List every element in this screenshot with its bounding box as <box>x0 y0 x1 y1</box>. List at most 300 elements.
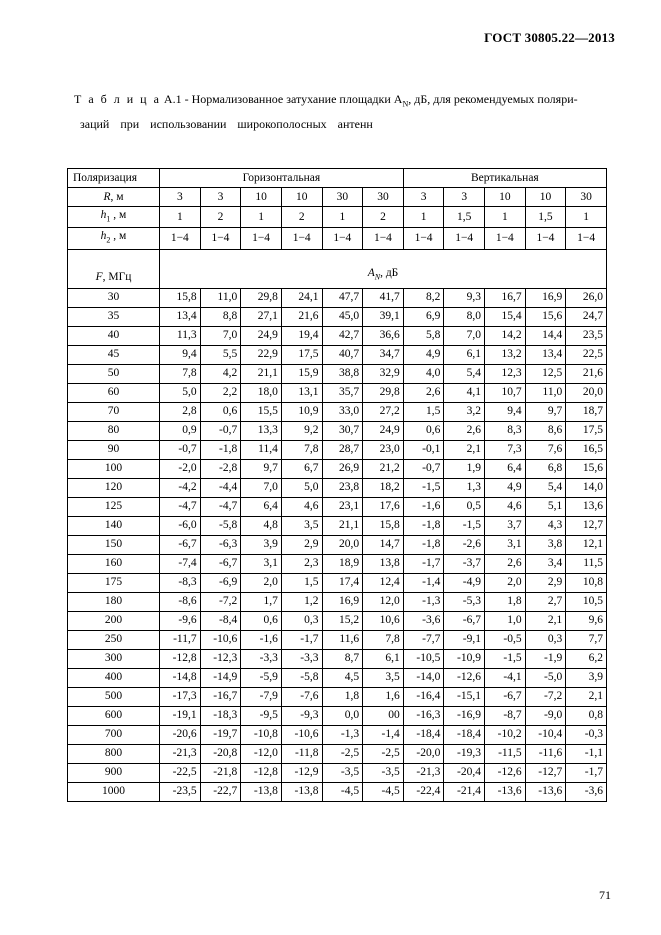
value-cell: -7,4 <box>160 554 201 573</box>
value-cell: -1,9 <box>525 649 566 668</box>
value-cell: 36,6 <box>363 326 404 345</box>
value-cell: 9,2 <box>281 421 322 440</box>
table-row <box>68 592 607 611</box>
value-cell: 12,4 <box>363 573 404 592</box>
value-cell: -7,9 <box>241 687 282 706</box>
value-cell: -12,6 <box>444 668 485 687</box>
value-cell: 0,5 <box>444 497 485 516</box>
value-cell: 21,2 <box>363 459 404 478</box>
value-cell: -14,8 <box>160 668 201 687</box>
value-cell: 6,8 <box>525 459 566 478</box>
frequency-cell: 180 <box>68 592 160 611</box>
table-row <box>68 326 607 345</box>
value-cell: 5,0 <box>160 383 201 402</box>
value-cell: 4,6 <box>485 497 526 516</box>
value-cell: 41,7 <box>363 288 404 307</box>
value-cell: -1,8 <box>200 440 241 459</box>
table-row <box>68 782 607 801</box>
value-cell: 23,0 <box>363 440 404 459</box>
value-cell: 9,6 <box>566 611 607 630</box>
value-cell: -1,7 <box>281 630 322 649</box>
table-caption <box>74 89 614 134</box>
r-row-cell: 30 <box>566 188 607 207</box>
value-cell: -22,7 <box>200 782 241 801</box>
value-cell: -18,3 <box>200 706 241 725</box>
value-cell: -20,6 <box>160 725 201 744</box>
value-cell: 8,7 <box>322 649 363 668</box>
frequency-cell: 150 <box>68 535 160 554</box>
value-cell: 2,3 <box>281 554 322 573</box>
value-cell: 12,7 <box>566 516 607 535</box>
value-cell: 2,6 <box>403 383 444 402</box>
value-cell: 38,8 <box>322 364 363 383</box>
value-cell: 15,4 <box>485 307 526 326</box>
value-cell: -7,2 <box>200 592 241 611</box>
value-cell: -21,4 <box>444 782 485 801</box>
h2-row-cell: 1−4 <box>525 228 566 249</box>
h2-row <box>68 228 607 249</box>
value-cell: 34,7 <box>363 345 404 364</box>
value-cell: 2,6 <box>485 554 526 573</box>
value-cell: -1,5 <box>485 649 526 668</box>
value-cell: 10,9 <box>281 402 322 421</box>
value-cell: -11,6 <box>525 744 566 763</box>
value-cell: 7,0 <box>444 326 485 345</box>
h2-row-label: $h_2$ , м <box>68 228 160 249</box>
r-row-cell: 3 <box>200 188 241 207</box>
value-cell: -16,3 <box>403 706 444 725</box>
value-cell: -23,5 <box>160 782 201 801</box>
value-cell: 19,4 <box>281 326 322 345</box>
frequency-cell: 120 <box>68 478 160 497</box>
h2-row-cell: 1−4 <box>403 228 444 249</box>
value-cell: -19,1 <box>160 706 201 725</box>
h1-row-cell: 1,5 <box>444 207 485 228</box>
r-row-cell: 3 <box>160 188 201 207</box>
value-cell: -7,2 <box>525 687 566 706</box>
value-cell: 1,5 <box>281 573 322 592</box>
value-cell: 12,5 <box>525 364 566 383</box>
value-cell: -10,9 <box>444 649 485 668</box>
value-cell: -16,4 <box>403 687 444 706</box>
value-cell: 30,7 <box>322 421 363 440</box>
value-cell: 0,6 <box>241 611 282 630</box>
value-cell: 8,8 <box>200 307 241 326</box>
value-cell: 23,8 <box>322 478 363 497</box>
caption-subscript: N <box>402 99 409 109</box>
value-cell: 23,5 <box>566 326 607 345</box>
h2-row-cell: 1−4 <box>200 228 241 249</box>
value-cell: 13,4 <box>525 345 566 364</box>
value-cell: -0,5 <box>485 630 526 649</box>
value-cell: 3,1 <box>241 554 282 573</box>
value-cell: -22,4 <box>403 782 444 801</box>
value-cell: 1,8 <box>322 687 363 706</box>
value-cell: -18,4 <box>444 725 485 744</box>
value-cell: 2,9 <box>525 573 566 592</box>
frequency-cell: 175 <box>68 573 160 592</box>
value-cell: -2,6 <box>444 535 485 554</box>
caption-prefix: Т а б л и ц а <box>74 92 161 106</box>
value-cell: 6,4 <box>485 459 526 478</box>
value-cell: 45,0 <box>322 307 363 326</box>
value-cell: -15,1 <box>444 687 485 706</box>
frequency-cell: 300 <box>68 649 160 668</box>
value-cell: 4,6 <box>281 497 322 516</box>
value-cell: -4,1 <box>485 668 526 687</box>
value-cell: -1,6 <box>241 630 282 649</box>
value-cell: -1,7 <box>403 554 444 573</box>
frequency-cell: 50 <box>68 364 160 383</box>
value-cell: -6,7 <box>485 687 526 706</box>
value-cell: 17,6 <box>363 497 404 516</box>
frequency-cell: 80 <box>68 421 160 440</box>
value-cell: 4,9 <box>403 345 444 364</box>
frequency-cell: 30 <box>68 288 160 307</box>
h2-row-cell: 1−4 <box>241 228 282 249</box>
value-cell: 15,8 <box>363 516 404 535</box>
value-cell: 24,9 <box>241 326 282 345</box>
value-cell: -6,7 <box>444 611 485 630</box>
value-cell: -1,1 <box>566 744 607 763</box>
value-cell: -16,9 <box>444 706 485 725</box>
value-cell: 10,7 <box>485 383 526 402</box>
value-cell: -11,8 <box>281 744 322 763</box>
value-cell: -10,6 <box>281 725 322 744</box>
value-cell: -0,7 <box>160 440 201 459</box>
frequency-cell: 400 <box>68 668 160 687</box>
value-cell: 33,0 <box>322 402 363 421</box>
table-row <box>68 573 607 592</box>
value-cell: -13,6 <box>485 782 526 801</box>
value-cell: -20,0 <box>403 744 444 763</box>
value-cell: 6,2 <box>566 649 607 668</box>
frequency-cell: 60 <box>68 383 160 402</box>
h1-row-cell: 1 <box>485 207 526 228</box>
value-cell: 26,0 <box>566 288 607 307</box>
value-cell: -8,4 <box>200 611 241 630</box>
value-cell: 29,8 <box>363 383 404 402</box>
value-cell: -20,4 <box>444 763 485 782</box>
table-row <box>68 421 607 440</box>
frequency-cell: 600 <box>68 706 160 725</box>
value-cell: 1,6 <box>363 687 404 706</box>
value-cell: -10,4 <box>525 725 566 744</box>
value-cell: 14,0 <box>566 478 607 497</box>
value-cell: 4,8 <box>241 516 282 535</box>
table-row <box>68 516 607 535</box>
table-row <box>68 744 607 763</box>
value-cell: -3,5 <box>322 763 363 782</box>
value-cell: 7,0 <box>241 478 282 497</box>
frequency-cell: 160 <box>68 554 160 573</box>
value-cell: -1,3 <box>403 592 444 611</box>
value-cell: -4,2 <box>160 478 201 497</box>
h2-row-cell: 1−4 <box>363 228 404 249</box>
table-row <box>68 649 607 668</box>
r-row-cell: 10 <box>525 188 566 207</box>
r-row-cell: 10 <box>485 188 526 207</box>
value-cell: 2,1 <box>525 611 566 630</box>
page-number: 71 <box>599 888 611 902</box>
value-cell: 47,7 <box>322 288 363 307</box>
value-cell: -1,8 <box>403 516 444 535</box>
value-cell: 9,4 <box>160 345 201 364</box>
value-cell: -14,0 <box>403 668 444 687</box>
value-cell: -1,5 <box>444 516 485 535</box>
table-row <box>68 630 607 649</box>
r-row-cell: 10 <box>281 188 322 207</box>
value-cell: 18,2 <box>363 478 404 497</box>
frequency-cell: 70 <box>68 402 160 421</box>
value-cell: 11,4 <box>241 440 282 459</box>
value-cell: 14,7 <box>363 535 404 554</box>
value-cell: -1,4 <box>363 725 404 744</box>
value-cell: 2,9 <box>281 535 322 554</box>
value-cell: 13,6 <box>566 497 607 516</box>
value-cell: 21,6 <box>281 307 322 326</box>
value-cell: -6,3 <box>200 535 241 554</box>
value-cell: -3,6 <box>403 611 444 630</box>
value-cell: 32,9 <box>363 364 404 383</box>
value-cell: 35,7 <box>322 383 363 402</box>
value-cell: 0,6 <box>200 402 241 421</box>
value-cell: 39,1 <box>363 307 404 326</box>
value-cell: 5,8 <box>403 326 444 345</box>
caption-text-end: , дБ, для рекомендуемых поляри- <box>408 92 578 106</box>
value-cell: -21,8 <box>200 763 241 782</box>
value-cell: 00 <box>363 706 404 725</box>
table-row <box>68 706 607 725</box>
value-cell: -5,0 <box>525 668 566 687</box>
value-cell: 2,8 <box>160 402 201 421</box>
value-cell: -4,5 <box>322 782 363 801</box>
value-cell: 22,5 <box>566 345 607 364</box>
table-row <box>68 611 607 630</box>
value-cell: 18,0 <box>241 383 282 402</box>
value-cell: 4,5 <box>322 668 363 687</box>
value-cell: 4,1 <box>444 383 485 402</box>
value-cell: -6,7 <box>200 554 241 573</box>
value-cell: 12,0 <box>363 592 404 611</box>
value-cell: 42,7 <box>322 326 363 345</box>
value-cell: -0,7 <box>200 421 241 440</box>
value-cell: 10,5 <box>566 592 607 611</box>
value-cell: -8,6 <box>160 592 201 611</box>
value-cell: 21,1 <box>241 364 282 383</box>
table-row <box>68 535 607 554</box>
table-row <box>68 440 607 459</box>
value-cell: 17,4 <box>322 573 363 592</box>
value-cell: 4,2 <box>200 364 241 383</box>
value-cell: 4,9 <box>485 478 526 497</box>
value-cell: 24,1 <box>281 288 322 307</box>
value-cell: 27,2 <box>363 402 404 421</box>
frequency-cell: 800 <box>68 744 160 763</box>
value-cell: 6,7 <box>281 459 322 478</box>
value-cell: 6,1 <box>363 649 404 668</box>
table-row <box>68 288 607 307</box>
table-row <box>68 725 607 744</box>
value-cell: 7,0 <box>200 326 241 345</box>
r-row-cell: 30 <box>322 188 363 207</box>
value-cell: 1,5 <box>403 402 444 421</box>
value-cell: -9,6 <box>160 611 201 630</box>
value-cell: -12,8 <box>160 649 201 668</box>
value-cell: -6,0 <box>160 516 201 535</box>
value-cell: -2,0 <box>160 459 201 478</box>
table-row <box>68 478 607 497</box>
value-cell: -0,3 <box>566 725 607 744</box>
value-cell: -1,4 <box>403 573 444 592</box>
document-header: ГОСТ 30805.22—2013 <box>484 30 615 45</box>
value-cell: 0,9 <box>160 421 201 440</box>
value-cell: 5,1 <box>525 497 566 516</box>
value-cell: -5,8 <box>200 516 241 535</box>
attenuation-label: $A_N$, дБ <box>160 249 607 288</box>
value-cell: -10,6 <box>200 630 241 649</box>
frequency-cell: 1000 <box>68 782 160 801</box>
value-cell: -6,9 <box>200 573 241 592</box>
value-cell: 3,4 <box>525 554 566 573</box>
caption-text: - Нормализованное затухание площадки A <box>181 92 403 106</box>
value-cell: 13,1 <box>281 383 322 402</box>
value-cell: 10,8 <box>566 573 607 592</box>
value-cell: 3,9 <box>566 668 607 687</box>
value-cell: 1,2 <box>281 592 322 611</box>
value-cell: -12,7 <box>525 763 566 782</box>
value-cell: 1,7 <box>241 592 282 611</box>
h2-row-cell: 1−4 <box>322 228 363 249</box>
value-cell: 3,1 <box>485 535 526 554</box>
frequency-label: F, МГц <box>68 249 160 288</box>
value-cell: 16,5 <box>566 440 607 459</box>
value-cell: 0,3 <box>281 611 322 630</box>
table-row <box>68 459 607 478</box>
units-row <box>68 249 607 288</box>
value-cell: 10,6 <box>363 611 404 630</box>
value-cell: 28,7 <box>322 440 363 459</box>
value-cell: 8,3 <box>485 421 526 440</box>
caption-line2: заций при использовании широкополосных антенн <box>80 117 373 132</box>
value-cell: -8,3 <box>160 573 201 592</box>
value-cell: 18,7 <box>566 402 607 421</box>
h1-row-cell: 1 <box>160 207 201 228</box>
value-cell: -10,8 <box>241 725 282 744</box>
value-cell: -11,7 <box>160 630 201 649</box>
table-row <box>68 307 607 326</box>
table-row <box>68 364 607 383</box>
value-cell: 24,7 <box>566 307 607 326</box>
value-cell: 11,3 <box>160 326 201 345</box>
value-cell: -9,5 <box>241 706 282 725</box>
frequency-cell: 200 <box>68 611 160 630</box>
value-cell: -12,0 <box>241 744 282 763</box>
value-cell: -9,3 <box>281 706 322 725</box>
frequency-cell: 900 <box>68 763 160 782</box>
value-cell: 3,5 <box>363 668 404 687</box>
value-cell: 11,0 <box>200 288 241 307</box>
value-cell: 8,6 <box>525 421 566 440</box>
value-cell: 26,9 <box>322 459 363 478</box>
value-cell: -4,4 <box>200 478 241 497</box>
value-cell: -1,7 <box>566 763 607 782</box>
value-cell: 15,6 <box>525 307 566 326</box>
value-cell: -3,7 <box>444 554 485 573</box>
value-cell: -10,2 <box>485 725 526 744</box>
value-cell: 9,3 <box>444 288 485 307</box>
h1-row-cell: 1 <box>241 207 282 228</box>
r-row-cell: 3 <box>403 188 444 207</box>
value-cell: 15,2 <box>322 611 363 630</box>
value-cell: 2,0 <box>485 573 526 592</box>
value-cell: 1,9 <box>444 459 485 478</box>
value-cell: -9,0 <box>525 706 566 725</box>
value-cell: 6,1 <box>444 345 485 364</box>
value-cell: -18,4 <box>403 725 444 744</box>
value-cell: -4,9 <box>444 573 485 592</box>
caption-number: А.1 <box>163 92 182 106</box>
value-cell: 1,0 <box>485 611 526 630</box>
value-cell: -3,6 <box>566 782 607 801</box>
value-cell: 0,8 <box>566 706 607 725</box>
h1-row-cell: 1 <box>403 207 444 228</box>
value-cell: 8,2 <box>403 288 444 307</box>
value-cell: 16,9 <box>322 592 363 611</box>
value-cell: -3,3 <box>281 649 322 668</box>
r-row-label: R, м <box>68 188 160 207</box>
value-cell: -2,5 <box>363 744 404 763</box>
value-cell: 3,9 <box>241 535 282 554</box>
value-cell: -16,7 <box>200 687 241 706</box>
value-cell: -5,9 <box>241 668 282 687</box>
value-cell: 3,7 <box>485 516 526 535</box>
value-cell: -7,7 <box>403 630 444 649</box>
value-cell: 29,8 <box>241 288 282 307</box>
value-cell: 12,3 <box>485 364 526 383</box>
value-cell: 13,4 <box>160 307 201 326</box>
value-cell: 20,0 <box>322 535 363 554</box>
value-cell: 7,8 <box>281 440 322 459</box>
value-cell: -4,7 <box>200 497 241 516</box>
r-row-cell: 10 <box>241 188 282 207</box>
h2-row-cell: 1−4 <box>566 228 607 249</box>
r-row-cell: 3 <box>444 188 485 207</box>
value-cell: -14,9 <box>200 668 241 687</box>
value-cell: 15,6 <box>566 459 607 478</box>
table-row <box>68 763 607 782</box>
value-cell: 23,1 <box>322 497 363 516</box>
h1-row <box>68 207 607 228</box>
frequency-cell: 125 <box>68 497 160 516</box>
table-row <box>68 402 607 421</box>
value-cell: 1,8 <box>485 592 526 611</box>
value-cell: -12,9 <box>281 763 322 782</box>
frequency-cell: 500 <box>68 687 160 706</box>
frequency-cell: 40 <box>68 326 160 345</box>
value-cell: 13,2 <box>485 345 526 364</box>
h2-row-cell: 1−4 <box>485 228 526 249</box>
table-row <box>68 687 607 706</box>
value-cell: 15,9 <box>281 364 322 383</box>
value-cell: 5,4 <box>444 364 485 383</box>
frequency-cell: 35 <box>68 307 160 326</box>
value-cell: 1,3 <box>444 478 485 497</box>
value-cell: 17,5 <box>566 421 607 440</box>
value-cell: 9,7 <box>241 459 282 478</box>
value-cell: -1,8 <box>403 535 444 554</box>
value-cell: -10,5 <box>403 649 444 668</box>
